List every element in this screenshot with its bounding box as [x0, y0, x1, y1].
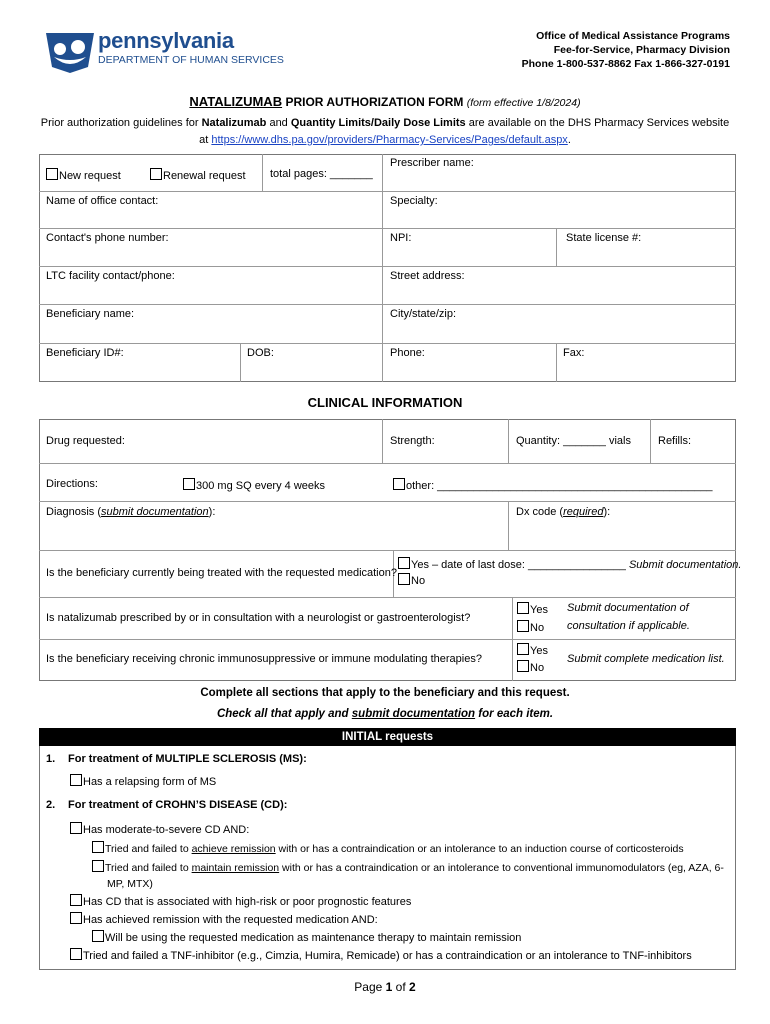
- text: 300 mg SQ every 4 weeks: [196, 480, 326, 492]
- office-contact-field[interactable]: Name of office contact:: [46, 195, 159, 207]
- dob-field[interactable]: DOB:: [247, 347, 274, 359]
- state-license-field[interactable]: State license #:: [566, 232, 642, 244]
- q2-note: Submit documentation of: [567, 602, 689, 614]
- text: Prior authorization guidelines for: [40, 117, 202, 129]
- text: submit documentation: [101, 506, 209, 518]
- other-direction-option[interactable]: [393, 478, 712, 492]
- q3-no-checkbox[interactable]: [517, 660, 529, 672]
- text: achieve remission: [191, 843, 276, 855]
- text: 2: [409, 980, 416, 994]
- text: ):: [208, 506, 216, 518]
- ms-title: For treatment of MULTIPLE SCLEROSIS (MS):: [68, 753, 307, 765]
- cd-achieved-remission-checkbox[interactable]: [70, 912, 82, 924]
- text: other: _____________________________________________: [406, 480, 713, 492]
- cd-maintain-remission-checkbox[interactable]: [92, 860, 104, 872]
- prescriber-name-field[interactable]: Prescriber name:: [390, 157, 474, 169]
- text: Has a relapsing form of MS: [83, 776, 217, 788]
- office-line: Phone 1-800-537-8862 Fax 1-866-327-0191: [521, 58, 730, 70]
- text: with or has a contraindication or an intolerance to conventional immunomodulators (eg, AZA, 6-: [279, 862, 724, 874]
- other-direction-checkbox[interactable]: [393, 478, 405, 490]
- drug-title: NATALIZUMAB: [189, 94, 283, 109]
- cd-maintenance-therapy-checkbox[interactable]: [92, 930, 104, 942]
- clinical-heading: CLINICAL INFORMATION: [307, 395, 463, 410]
- text: Page: [354, 980, 383, 994]
- q2-no-option[interactable]: [517, 620, 544, 634]
- office-line: Fee-for-Service, Pharmacy Division: [553, 44, 730, 56]
- ltc-contact-field[interactable]: LTC facility contact/phone:: [46, 270, 175, 282]
- ms-relapsing-option[interactable]: [70, 774, 216, 788]
- specialty-field[interactable]: Specialty:: [390, 195, 438, 207]
- directions-label: Directions:: [46, 478, 98, 490]
- text: No: [530, 662, 545, 674]
- text: with or has a contraindication or an intolerance to an induction course of corticosteroids: [275, 843, 684, 855]
- contact-phone-field[interactable]: Contact's phone number:: [46, 232, 169, 244]
- q3-no-option[interactable]: [517, 660, 544, 674]
- dx-code-field[interactable]: [516, 506, 610, 518]
- beneficiary-id-field[interactable]: Beneficiary ID#:: [46, 347, 124, 359]
- q2-no-checkbox[interactable]: [517, 620, 529, 632]
- text: Dx code (: [516, 506, 564, 518]
- text: .: [567, 134, 571, 146]
- ms-relapsing-checkbox[interactable]: [70, 774, 82, 786]
- q1-no-option[interactable]: [398, 573, 425, 587]
- q2-yes-checkbox[interactable]: [517, 602, 529, 614]
- guidelines-text: [40, 115, 730, 149]
- cd-moderate-severe-checkbox[interactable]: [70, 822, 82, 834]
- question-current-treatment: Is the beneficiary currently being treated with the requested medication?: [46, 567, 397, 579]
- instruction-line: Complete all sections that apply to the beneficiary and this request.: [200, 687, 570, 699]
- text: Yes – date of last dose: ________________: [411, 559, 626, 571]
- office-info: [522, 29, 730, 71]
- cd-maintain-remission-continued: MP, MTX): [107, 878, 153, 890]
- text: Diagnosis (: [46, 506, 102, 518]
- quantity-field[interactable]: Quantity: _______ vials: [516, 435, 631, 447]
- text: Has CD that is associated with high-risk or poor prognostic features: [83, 896, 412, 908]
- cd-maintain-remission-option[interactable]: [92, 860, 724, 874]
- ms-number: 1.: [46, 753, 56, 765]
- renewal-request-option[interactable]: [150, 168, 246, 182]
- fax-field[interactable]: Fax:: [563, 347, 585, 359]
- beneficiary-name-field[interactable]: Beneficiary name:: [46, 308, 135, 320]
- text: New request: [59, 170, 121, 182]
- effective-date: (form effective 1/8/2024): [466, 97, 581, 109]
- text: Has moderate-to-severe CD AND:: [83, 824, 250, 836]
- q2-yes-option[interactable]: [517, 602, 548, 616]
- q3-yes-checkbox[interactable]: [517, 643, 529, 655]
- question-neurologist: Is natalizumab prescribed by or in consultation with a neurologist or gastroenterologist?: [46, 612, 471, 624]
- cd-moderate-severe-option[interactable]: [70, 822, 249, 836]
- cd-achieved-remission-option[interactable]: [70, 912, 378, 926]
- q1-yes-option[interactable]: [398, 557, 741, 571]
- q3-note: Submit complete medication list.: [567, 653, 725, 665]
- text: Tried and failed to: [105, 862, 192, 874]
- brand-name: pennsylvania: [98, 28, 234, 53]
- text: at: [199, 134, 212, 146]
- text: maintain remission: [191, 862, 280, 874]
- office-line: Office of Medical Assistance Programs: [536, 30, 730, 42]
- cd-high-risk-option[interactable]: [70, 894, 411, 908]
- drug-requested-field[interactable]: Drug requested:: [46, 435, 125, 447]
- form-name: PRIOR AUTHORIZATION FORM: [285, 95, 464, 109]
- phone-field[interactable]: Phone:: [390, 347, 425, 359]
- request-table: [39, 154, 736, 382]
- dhs-website-link[interactable]: https://www.dhs.pa.gov/providers/Pharmacy-Services/Pages/default.aspx: [211, 134, 568, 146]
- text: Renewal request: [163, 170, 246, 182]
- strength-field[interactable]: Strength:: [390, 435, 435, 447]
- instruction-line: [0, 708, 770, 720]
- cd-tnf-inhibitor-checkbox[interactable]: [70, 948, 82, 960]
- new-request-checkbox[interactable]: [46, 168, 58, 180]
- cd-achieve-remission-checkbox[interactable]: [92, 841, 104, 853]
- cd-high-risk-checkbox[interactable]: [70, 894, 82, 906]
- form-title: [0, 94, 770, 109]
- cd-tnf-inhibitor-option[interactable]: [70, 948, 692, 962]
- city-state-zip-field[interactable]: City/state/zip:: [390, 308, 457, 320]
- text: Will be using the requested medication as maintenance therapy to maintain remission: [105, 932, 522, 944]
- text: No: [411, 575, 426, 587]
- dose-300mg-checkbox[interactable]: [183, 478, 195, 490]
- refills-field[interactable]: Refills:: [658, 435, 692, 447]
- text: ):: [603, 506, 611, 518]
- department-name: DEPARTMENT OF HUMAN SERVICES: [98, 54, 284, 66]
- text: Natalizumab: [201, 117, 267, 129]
- text: Check all that apply and: [216, 708, 352, 720]
- text: Quantity Limits/Daily Dose Limits: [290, 117, 466, 129]
- text: Yes: [530, 604, 548, 616]
- text: Has achieved remission with the requested medication AND:: [83, 914, 378, 926]
- text: Tried and failed to: [105, 843, 192, 855]
- text: for each item.: [475, 708, 554, 720]
- street-address-field[interactable]: Street address:: [390, 270, 465, 282]
- text: of: [395, 980, 406, 994]
- q1-no-checkbox[interactable]: [398, 573, 410, 585]
- q1-yes-checkbox[interactable]: [398, 557, 410, 569]
- new-request-option[interactable]: [46, 168, 121, 182]
- npi-field[interactable]: NPI:: [390, 232, 412, 244]
- page-number: [0, 980, 770, 994]
- text: No: [530, 622, 545, 634]
- renewal-request-checkbox[interactable]: [150, 168, 162, 180]
- text: Tried and failed a TNF-inhibitor (e.g., Cimzia, Humira, Remicade) or has a contraindication or an intolerance to TNF-inhibitors: [83, 950, 692, 962]
- text: required: [563, 506, 604, 518]
- cd-achieve-remission-option[interactable]: [92, 841, 684, 855]
- total-pages-field[interactable]: total pages: _______: [270, 168, 373, 180]
- dose-300mg-option[interactable]: [183, 478, 325, 492]
- cd-maintenance-therapy-option[interactable]: [92, 930, 521, 944]
- q2-note: consultation if applicable.: [567, 620, 690, 632]
- cd-number: 2.: [46, 799, 56, 811]
- cd-title: For treatment of CROHN’S DISEASE (CD):: [68, 799, 288, 811]
- text: Yes: [530, 645, 548, 657]
- q3-yes-option[interactable]: [517, 643, 548, 657]
- diagnosis-field[interactable]: [46, 506, 215, 518]
- initial-requests-header: INITIAL requests: [39, 728, 736, 746]
- question-immunosuppressive: Is the beneficiary receiving chronic immunosuppressive or immune modulating therapies?: [46, 653, 482, 665]
- text: submit documentation: [351, 708, 476, 720]
- text: and: [266, 117, 291, 129]
- text: Submit documentation.: [628, 559, 742, 571]
- text: are available on the DHS Pharmacy Services website: [465, 117, 730, 129]
- text: 1: [385, 980, 393, 994]
